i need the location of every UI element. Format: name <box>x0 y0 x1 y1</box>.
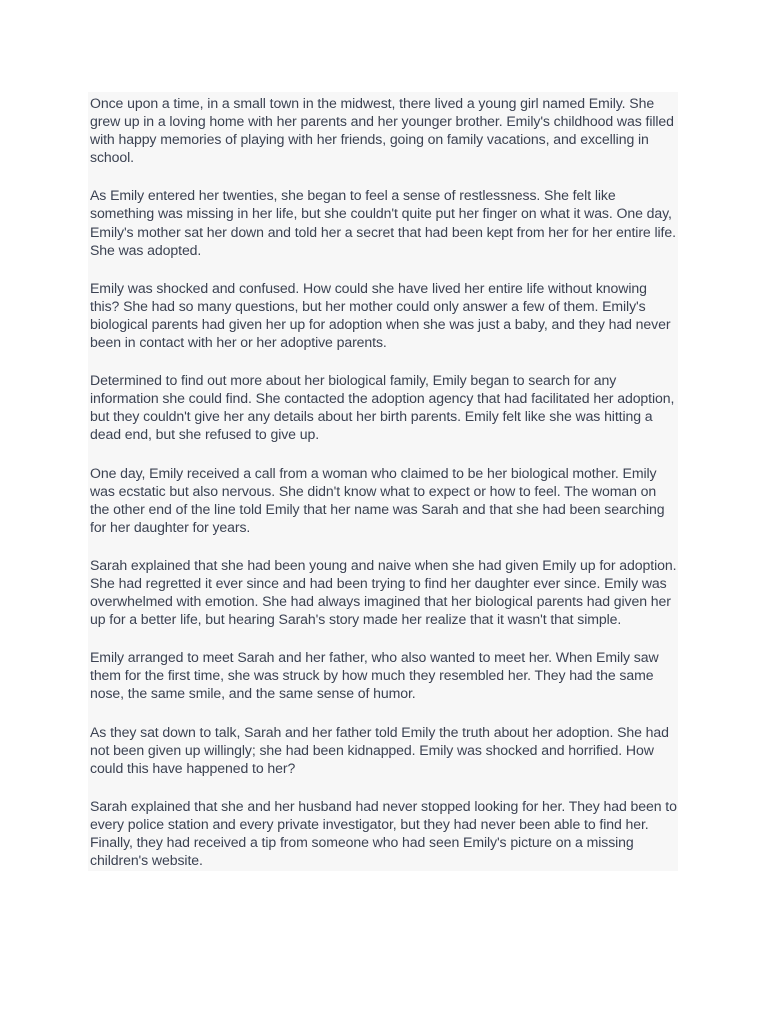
story-text-block <box>88 92 678 871</box>
paragraph-1: Once upon a time, in a small town in the midwest, there lived a young girl named Emily. She grew up in a loving home with her parents and her younger brother. Emily's childhood was filled with happy memories of playing with her friends, going on family vacations, and excelling in school. <box>90 95 674 166</box>
paragraph-5: One day, Emily received a call from a woman who claimed to be her biological mother. Emily was ecstatic but also nervous. She didn't know what to expect or how to feel. The woman on the other end of the line told Emily that her name was Sarah and that she had been searching for her daughter for years. <box>90 464 665 535</box>
paragraph-2: As Emily entered her twenties, she began to feel a sense of restlessness. She felt like something was missing in her life, but she couldn't quite put her finger on what it was. One day, Emily's mother sat her down and told her a secret that had been kept from her for her entire life. She was adopted. <box>90 187 676 258</box>
paragraph-4: Determined to find out more about her biological family, Emily began to search for any information she could find. She contacted the adoption agency that had facilitated her adoption, but they couldn't give her any details about her birth parents. Emily felt like she was hitting a dead end, but she refused to give up. <box>90 372 675 443</box>
paragraph-8: As they sat down to talk, Sarah and her father told Emily the truth about her adoption. She had not been given up willingly; she had been kidnapped. Emily was shocked and horrified. How could this have happened to her? <box>90 723 669 776</box>
paragraph-9: Sarah explained that she and her husband had never stopped looking for her. They had been to every police station and every private investigator, but they had never been able to find her. Finally, they had received a tip from someone who had seen Emily's picture on a missing children's website. <box>90 797 677 869</box>
paragraph-3: Emily was shocked and confused. How could she have lived her entire life without knowing this? She had so many questions, but her mother could only answer a few of them. Emily's biological parents had given her up for adoption when she was just a baby, and they had never been in contact with her or her adoptive parents. <box>90 279 671 351</box>
paragraph-7: Emily arranged to meet Sarah and her father, who also wanted to meet her. When Emily saw them for the first time, she was struck by how much they resembled her. They had the same nose, the same smile, and the same sense of humor. <box>90 649 659 702</box>
paragraph-6: Sarah explained that she had been young and naive when she had given Emily up for adoption. She had regretted it ever since and had been trying to find her daughter ever since. Emily was overwhelmed with emotion. She had always imagined that her biological parents had given her up for a better life, but hearing Sarah's story made her realize that it wasn't that simple. <box>90 556 677 628</box>
